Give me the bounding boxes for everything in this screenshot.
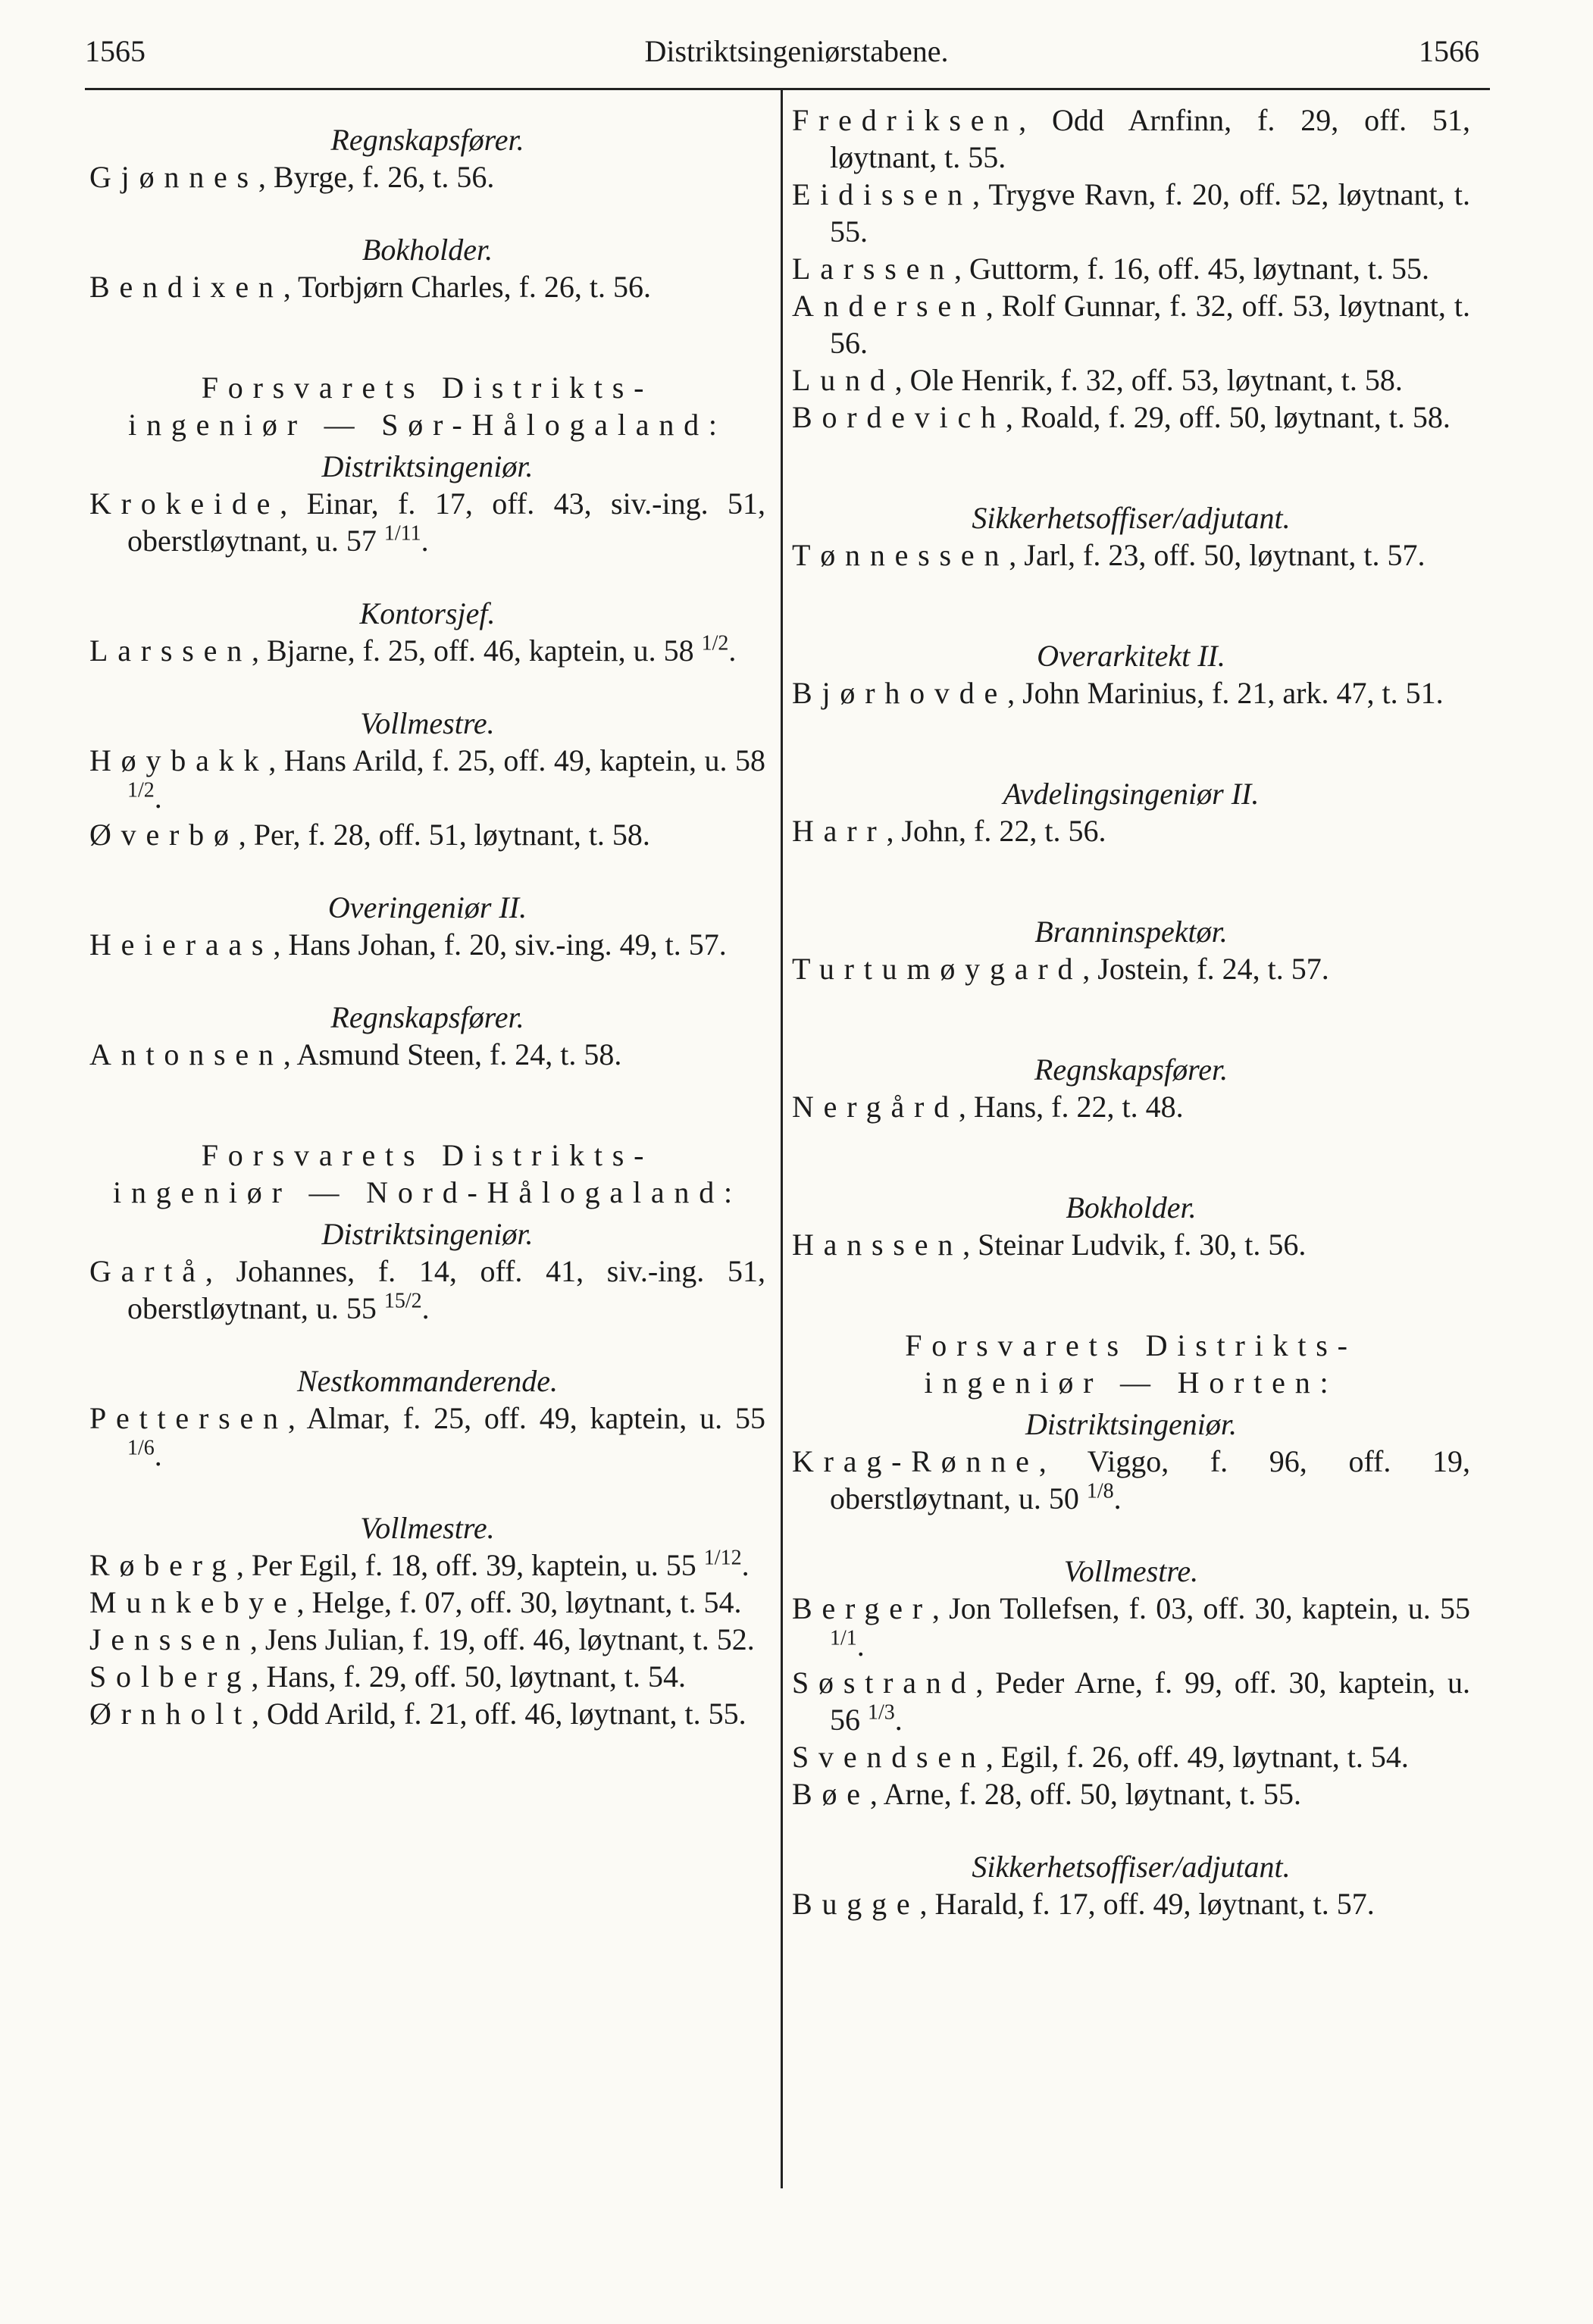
column-divider — [781, 89, 783, 2188]
date-fraction: 1/1 — [830, 1626, 857, 1650]
entry-details: , Roald, f. 29, off. 50, løytnant, t. 58. — [1005, 400, 1451, 434]
date-fraction: 1/6 — [127, 1436, 155, 1460]
entry-end: . — [1113, 1481, 1122, 1515]
entry-end: . — [421, 1291, 430, 1325]
entry-details: , Viggo, f. 96, off. 19, oberstløytnant, u. 50 — [830, 1444, 1470, 1515]
running-title: Distriktsingeniørstabene. — [644, 34, 949, 68]
entry-surname: Berger — [792, 1591, 932, 1625]
section-heading: Branninspektør. — [1034, 915, 1228, 949]
entry — [792, 536, 1470, 574]
section-heading: Nestkommanderende. — [297, 1364, 558, 1398]
entry — [792, 950, 1470, 987]
section-heading: Sikkerhetsoffiser/adjutant. — [972, 1850, 1291, 1884]
entry-surname: Høybakk — [89, 743, 269, 777]
entry-surname: Øverbø — [89, 818, 239, 852]
section-heading: Regnskapsfører. — [330, 1000, 524, 1034]
entry-end: . — [154, 780, 162, 815]
district-heading-line: ingeniør — Sør-Hålogaland: — [128, 408, 727, 442]
entry-details: , Per, f. 28, off. 51, løytnant, t. 58. — [238, 818, 650, 852]
entry — [792, 1885, 1470, 1922]
entry — [792, 1775, 1470, 1813]
section-heading: Vollmestre. — [360, 706, 495, 740]
header-rule — [85, 88, 1490, 90]
entry — [792, 361, 1470, 399]
section-heading: Overingeniør II. — [327, 890, 527, 924]
entry-surname: Svendsen — [792, 1740, 986, 1774]
entry-surname: Eidissen — [792, 177, 972, 211]
date-fraction: 15/2 — [383, 1289, 422, 1313]
entry-end: . — [741, 1548, 750, 1582]
entry-surname: Andersen — [792, 289, 986, 323]
entry-details: , Guttorm, f. 16, off. 45, løytnant, t. 55. — [954, 252, 1429, 286]
entry-details: , Trygve Ravn, f. 20, off. 52, løytnant, t. 55. — [830, 177, 1470, 249]
entry-surname: Fredriksen — [792, 103, 1019, 137]
entry — [89, 485, 765, 559]
entry-details: , Hans, f. 29, off. 50, løytnant, t. 54. — [251, 1659, 686, 1694]
entry — [792, 399, 1470, 436]
date-fraction: 1/11 — [383, 521, 421, 546]
entry-details: , Hans Johan, f. 20, siv.-ing. 49, t. 57. — [273, 927, 727, 962]
entry-details: , Helge, f. 07, off. 30, løytnant, t. 54. — [296, 1585, 742, 1619]
entry-details: , Torbjørn Charles, f. 26, t. 56. — [283, 270, 651, 304]
entry-surname: Harr — [792, 814, 887, 848]
entry-details: , Harald, f. 17, off. 49, løytnant, t. 57. — [919, 1887, 1375, 1921]
entry-details: , Hans Arild, f. 25, off. 49, kaptein, u. 58 — [268, 743, 765, 777]
entry-surname: Bugge — [792, 1887, 920, 1921]
entry-details: , Odd Arild, f. 21, off. 46, løytnant, t. 55. — [252, 1697, 746, 1731]
section-heading: Sikkerhetsoffiser/adjutant. — [972, 501, 1291, 535]
entry — [792, 287, 1470, 361]
left-column — [89, 121, 765, 1732]
entry-surname: Krag-Rønne — [792, 1444, 1039, 1478]
district-heading-line: Forsvarets Distrikts- — [201, 371, 654, 405]
entry — [89, 1584, 765, 1621]
entry-end: . — [154, 1438, 162, 1472]
section-heading: Vollmestre. — [360, 1511, 495, 1545]
entry-details: , Jens Julian, f. 19, off. 46, løytnant, t. 52. — [249, 1622, 755, 1656]
entry — [89, 1695, 765, 1732]
entry-surname: Gjønnes — [89, 160, 258, 194]
entry-end: . — [421, 524, 429, 558]
entry-details: , Johannes, f. 14, off. 41, siv.-ing. 51, oberstløytnant, u. 55 — [127, 1254, 765, 1325]
entry — [89, 1547, 765, 1584]
entry — [89, 158, 765, 195]
entry — [89, 926, 765, 963]
entry-details: , Ole Henrik, f. 32, off. 53, løytnant, t. 58. — [894, 363, 1403, 397]
date-fraction: 1/8 — [1086, 1479, 1114, 1503]
entry — [792, 1590, 1470, 1664]
entry-surname: Bendixen — [89, 270, 283, 304]
entry-details: , Asmund Steen, f. 24, t. 58. — [283, 1037, 622, 1071]
entry-details: , Byrge, f. 26, t. 56. — [258, 160, 495, 194]
entry-surname: Bordevich — [792, 400, 1006, 434]
entry-surname: Antonsen — [89, 1037, 283, 1071]
page-number-left: 1565 — [85, 34, 146, 68]
entry-surname: Søstrand — [792, 1666, 976, 1700]
entry — [792, 176, 1470, 250]
entry-end: . — [856, 1628, 865, 1662]
entry — [792, 1443, 1470, 1517]
section-heading: Distriktsingeniør. — [321, 449, 534, 483]
district-heading-line: ingeniør — Nord-Hålogaland: — [113, 1175, 742, 1209]
entry-surname: Turtumøygard — [792, 952, 1083, 986]
entry-end: . — [894, 1703, 903, 1737]
entry — [89, 1658, 765, 1695]
date-fraction: 1/3 — [868, 1700, 895, 1725]
entry-surname: Ørnholt — [89, 1697, 252, 1731]
entry-details: , Hans, f. 22, t. 48. — [958, 1090, 1184, 1124]
entry — [792, 1088, 1470, 1125]
entry-surname: Bøe — [792, 1777, 870, 1811]
date-fraction: 1/2 — [127, 778, 155, 802]
entry-details: , Arne, f. 28, off. 50, løytnant, t. 55. — [869, 1777, 1302, 1811]
district-heading-line: Forsvarets Distrikts- — [201, 1138, 654, 1172]
section-heading: Bokholder. — [1066, 1190, 1197, 1225]
section-heading: Distriktsingeniør. — [321, 1217, 534, 1251]
entry-details: , Almar, f. 25, off. 49, kaptein, u. 55 — [287, 1401, 765, 1435]
entry — [89, 1400, 765, 1474]
entry-details: , Egil, f. 26, off. 49, løytnant, t. 54. — [985, 1740, 1409, 1774]
entry-surname: Røberg — [89, 1548, 236, 1582]
entry-details: , Rolf Gunnar, f. 32, off. 53, løytnant, t. 56. — [830, 289, 1470, 360]
entry-surname: Gartå — [89, 1254, 205, 1288]
entry — [792, 674, 1470, 712]
entry-details: , Steinar Ludvik, f. 30, t. 56. — [962, 1228, 1307, 1262]
entry-details: , John Marinius, f. 21, ark. 47, t. 51. — [1007, 676, 1444, 710]
entry-details: , Peder Arne, f. 99, off. 30, kaptein, u. 56 — [830, 1666, 1470, 1737]
section-heading: Bokholder. — [361, 233, 493, 267]
entry-surname: Heieraas — [89, 927, 274, 962]
section-heading: Avdelingsingeniør II. — [1003, 777, 1260, 811]
entry-details: , Einar, f. 17, off. 43, siv.-ing. 51, oberstløytnant, u. 57 — [127, 486, 765, 558]
entry-details: , John, f. 22, t. 56. — [886, 814, 1106, 848]
entry-surname: Tønnessen — [792, 538, 1009, 572]
section-heading: Vollmestre. — [1063, 1554, 1199, 1588]
entry — [89, 268, 765, 305]
entry — [792, 1226, 1470, 1263]
entry-surname: Nergård — [792, 1090, 959, 1124]
entry-details: , Jon Tollefsen, f. 03, off. 30, kaptein, u. 55 — [931, 1591, 1470, 1625]
entry — [792, 250, 1470, 287]
entry-details: , Jostein, f. 24, t. 57. — [1082, 952, 1329, 986]
date-fraction: 1/2 — [701, 631, 729, 655]
entry-details: , Jarl, f. 23, off. 50, løytnant, t. 57. — [1009, 538, 1426, 572]
entry — [89, 816, 765, 853]
section-heading: Overarkitekt II. — [1037, 639, 1225, 673]
entry — [792, 102, 1470, 176]
entry — [792, 1738, 1470, 1775]
entry-end: . — [728, 633, 737, 668]
entry — [89, 1036, 765, 1073]
district-heading-line: ingeniør — Horten: — [924, 1365, 1338, 1400]
section-heading: Distriktsingeniør. — [1025, 1407, 1237, 1441]
section-heading: Regnskapsfører. — [330, 123, 524, 157]
date-fraction: 1/12 — [703, 1546, 742, 1570]
entry — [792, 1664, 1470, 1738]
entry-surname: Krokeide — [89, 486, 280, 521]
entry — [89, 1253, 765, 1327]
entry-surname: Larssen — [89, 633, 252, 668]
entry-details: , Bjarne, f. 25, off. 46, kaptein, u. 58 — [252, 633, 702, 668]
district-heading-line: Forsvarets Distrikts- — [905, 1328, 1357, 1362]
entry-surname: Pettersen — [89, 1401, 288, 1435]
entry-surname: Jenssen — [89, 1622, 250, 1656]
entry-surname: Hanssen — [792, 1228, 963, 1262]
entry-surname: Bjørhovde — [792, 676, 1008, 710]
right-column — [792, 102, 1470, 1922]
section-heading: Kontorsjef. — [359, 596, 496, 630]
entry-surname: Larssen — [792, 252, 954, 286]
entry — [89, 742, 765, 816]
entry-surname: Munkebye — [89, 1585, 297, 1619]
entry-surname: Solberg — [89, 1659, 252, 1694]
entry-details: , Odd Arnfinn, f. 29, off. 51, løytnant, t. 55. — [830, 103, 1470, 174]
entry-details: , Per Egil, f. 18, off. 39, kaptein, u. 55 — [236, 1548, 704, 1582]
entry — [89, 1621, 765, 1658]
entry — [89, 632, 765, 669]
page-number-right: 1566 — [1419, 34, 1479, 68]
entry — [792, 812, 1470, 849]
section-heading: Regnskapsfører. — [1034, 1053, 1228, 1087]
entry-surname: Lund — [792, 363, 895, 397]
